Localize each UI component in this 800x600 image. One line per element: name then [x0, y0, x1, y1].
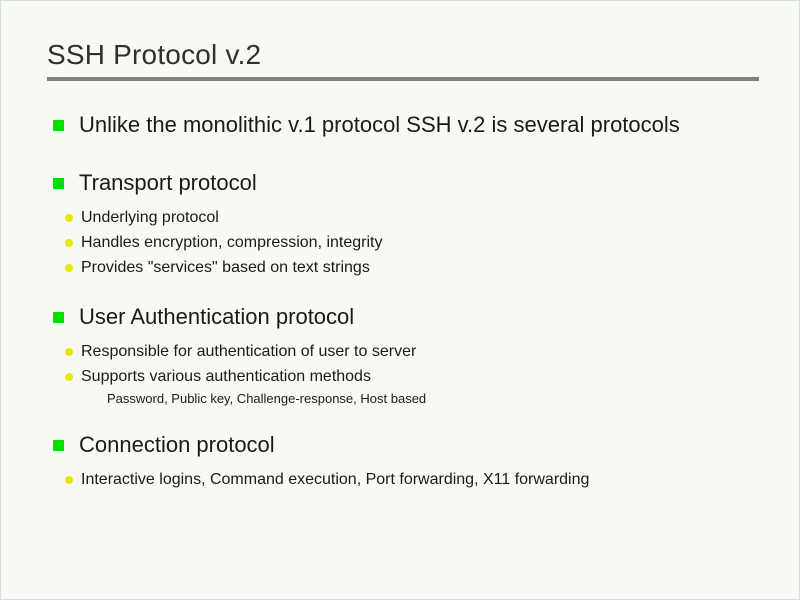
bullet-label: Responsible for authentication of user to server [81, 342, 417, 360]
list-item [47, 111, 763, 139]
list-item [47, 169, 763, 197]
round-bullet-icon [65, 348, 73, 356]
square-bullet-icon [53, 440, 64, 451]
square-bullet-icon [53, 312, 64, 323]
spacer [47, 331, 763, 340]
bullet-label: Provides "services" based on text strings [81, 258, 370, 276]
list-item [47, 256, 763, 281]
list-item [47, 431, 763, 459]
title-divider [47, 77, 759, 81]
square-bullet-icon [53, 120, 64, 131]
round-bullet-icon [65, 214, 73, 222]
spacer [47, 409, 763, 431]
spacer [47, 459, 763, 468]
list-item [47, 303, 763, 331]
list-item [47, 468, 763, 493]
page-title: SSH Protocol v.2 [47, 39, 262, 70]
list-item [47, 231, 763, 256]
list-item [47, 206, 763, 231]
bullet-label: Transport protocol [79, 170, 257, 196]
round-bullet-icon [65, 264, 73, 272]
bullet-label: User Authentication protocol [79, 303, 355, 329]
bullet-label: Supports various authentication methods [81, 367, 371, 385]
list-item [47, 365, 763, 390]
bullet-label: Underlying protocol [81, 209, 219, 227]
bullet-label: Interactive logins, Command execution, Port forwarding, X11 forwarding [81, 471, 590, 489]
round-bullet-icon [65, 476, 73, 484]
bullet-label: Unlike the monolithic v.1 protocol SSH v.2 is several protocols [79, 112, 680, 137]
spacer [47, 197, 763, 206]
bullet-label: Handles encryption, compression, integrity [81, 234, 383, 252]
round-bullet-icon [65, 373, 73, 381]
list-item [47, 340, 763, 365]
square-bullet-icon [53, 178, 64, 189]
slide-body [47, 111, 763, 493]
spacer [47, 281, 763, 303]
round-bullet-icon [65, 239, 73, 247]
detail-text: Password, Public key, Challenge-response, Host based [107, 391, 427, 407]
bullet-label: Connection protocol [79, 431, 275, 457]
spacer [47, 139, 763, 169]
